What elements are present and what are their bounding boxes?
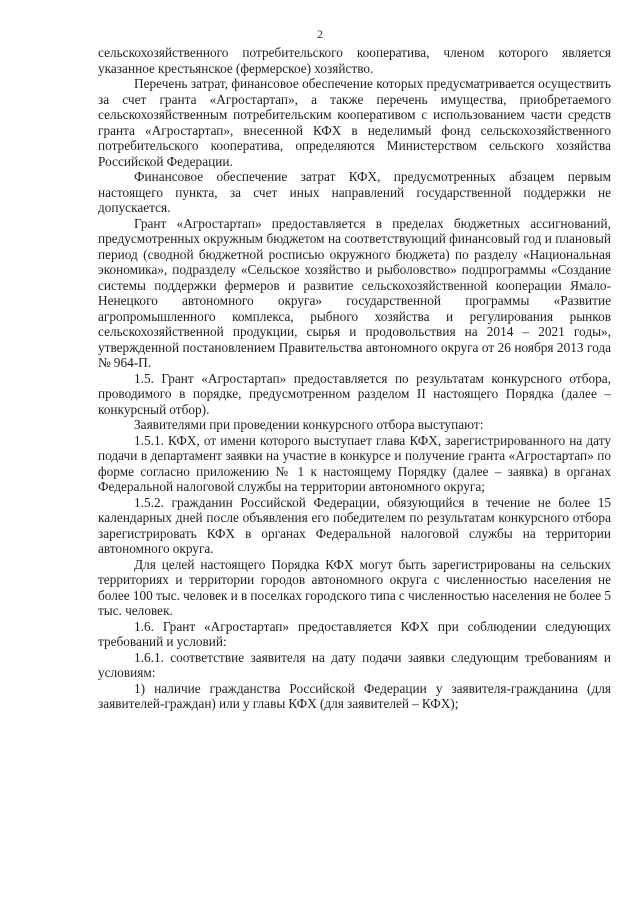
paragraph-budget-allocation: Грант «Агростартап» предоставляется в пределах бюджетных ассигнований, предусмотренных окружным бюджетом на соответствующий финансовый год и плановый период (сводной бюджетной росписью окружного бюджета) по разделу «Национальная экономика», подразделу «Сельское хозяйство и рыболовство» подпрограммы «Создание системы поддержки фермеров и развитие сельскохозяйственной кооперации Ямало-Ненецкого автономного округа» государственной программы «Развитие агропромышленного комплекса, рыбного хозяйства и регулирования рынков сельскохозяйственной продукции, сырья и продовольствия на 2014 – 2021 годы», утвержденной постановлением Правительства автономного округа от 26 ноября 2013 года № 964-П.	[98, 215, 611, 370]
paragraph-registration-territories: Для целей настоящего Порядка КФХ могут быть зарегистрированы на сельских территориях и территории городов автономного округа с численностью населения не более 100 тыс. человек и в поселках городского типа с численностью населения не более 5 тыс. человек.	[98, 556, 611, 618]
paragraph-1-6-grant-conditions: 1.6. Грант «Агростартап» предоставляется КФХ при соблюдении следующих требований и условий:	[98, 618, 611, 649]
document-body	[98, 45, 611, 712]
paragraph-1-5-2-citizen-applicant: 1.5.2. гражданин Российской Федерации, обязующийся в течение не более 15 календарных дней после объявления его победителем по результатам конкурсного отбора зарегистрировать КФХ в органах Федеральной налоговой службы на территории автономного округа.	[98, 494, 611, 556]
paragraph-financing-restriction: Финансовое обеспечение затрат КФХ, предусмотренных абзацем первым настоящего пункта, за счет иных направлений государственной поддержки не допускается.	[98, 169, 611, 215]
paragraph-1-5-competitive-selection: 1.5. Грант «Агростартап» предоставляется по результатам конкурсного отбора, проводимого в порядке, предусмотренном разделом II настоящего Порядка (далее – конкурсный отбор).	[98, 370, 611, 417]
paragraph-1-5-1-farm-applicant: 1.5.1. КФХ, от имени которого выступает глава КФХ, зарегистрированного на дату подачи в департамент заявки на участие в конкурсе и получение гранта «Агростартап» по форме согласно приложению № 1 к настоящему Порядку (далее – заявка) в органах Федеральной налоговой службы на территории автономного округа;	[98, 432, 611, 494]
paragraph-cooperative-member: сельскохозяйственного потребительского кооператива, членом которого является указанное крестьянское (фермерское) хозяйство.	[98, 45, 611, 76]
paragraph-citizenship-requirement: 1) наличие гражданства Российской Федерации у заявителя-гражданина (для заявителей-граждан) или у главы КФХ (для заявителей – КФХ);	[98, 680, 611, 711]
paragraph-1-6-1-applicant-requirements: 1.6.1. соответствие заявителя на дату подачи заявки следующим требованиям и условиям:	[98, 649, 611, 680]
page-number: 2	[317, 27, 323, 41]
paragraph-expense-list: Перечень затрат, финансовое обеспечение которых предусматривается осуществить за счет гранта «Агростартап», а также перечень имущества, приобретаемого сельскохозяйственным потребительским кооперативом с использованием части средств гранта «Агростартап», внесенной КФХ в неделимый фонд сельскохозяйственного потребительского кооператива, определяются Министерством сельского хозяйства Российской Федерации.	[98, 76, 611, 169]
paragraph-applicants-intro: Заявителями при проведении конкурсного отбора выступают:	[134, 417, 484, 432]
